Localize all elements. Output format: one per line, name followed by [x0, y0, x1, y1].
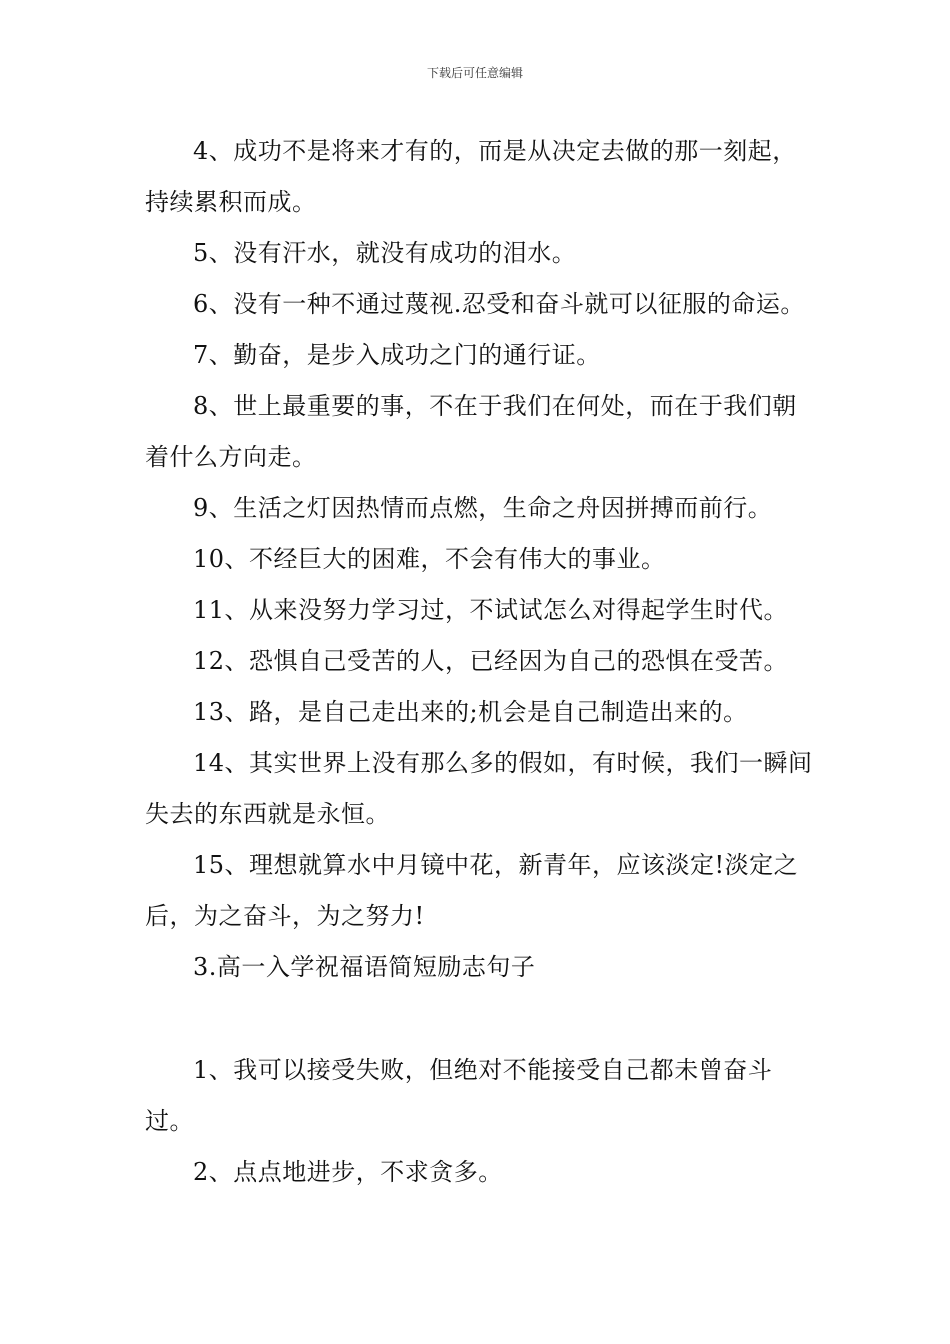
quote-paragraph-12: 12、恐惧自己受苦的人，已经因为自己的恐惧在受苦。 — [193, 647, 789, 675]
quote-paragraph-7: 7、勤奋，是步入成功之门的通行证。 — [193, 341, 601, 369]
quote-paragraph-5: 5、没有汗水，就没有成功的泪水。 — [193, 239, 577, 267]
quote-paragraph-13: 13、路，是自己走出来的;机会是自己制造出来的。 — [193, 698, 748, 726]
quote-paragraph-4: 4、成功不是将来才有的，而是从决定去做的那一刻起，持续累积而成。 — [145, 137, 797, 216]
quote-paragraph-14: 14、其实世界上没有那么多的假如，有时候，我们一瞬间失去的东西就是永恒。 — [145, 749, 813, 828]
quote-paragraph-6: 6、没有一种不通过蔑视.忍受和奋斗就可以征服的命运。 — [193, 290, 805, 318]
quote-paragraph-15: 15、理想就算水中月镜中花，新青年，应该淡定!淡定之后，为之奋斗，为之努力! — [145, 851, 799, 930]
page-header: 下载后可任意编辑 — [426, 66, 523, 80]
quote-paragraph-11: 11、从来没努力学习过，不试试怎么对得起学生时代。 — [193, 596, 789, 624]
section-spacer — [145, 993, 815, 1045]
quote-paragraph-10: 10、不经巨大的困难，不会有伟大的事业。 — [193, 545, 666, 573]
section-heading: 3.高一入学祝福语简短励志句子 — [193, 953, 536, 981]
quote-paragraph-8: 8、世上最重要的事，不在于我们在何处，而在于我们朝着什么方向走。 — [145, 392, 797, 471]
section-quote-2: 2、点点地进步，不求贪多。 — [193, 1158, 503, 1186]
section-quote-1: 1、我可以接受失败，但绝对不能接受自己都未曾奋斗过。 — [145, 1056, 773, 1135]
document-body — [145, 126, 815, 1198]
quote-paragraph-9: 9、生活之灯因热情而点燃，生命之舟因拼搏而前行。 — [193, 494, 773, 522]
